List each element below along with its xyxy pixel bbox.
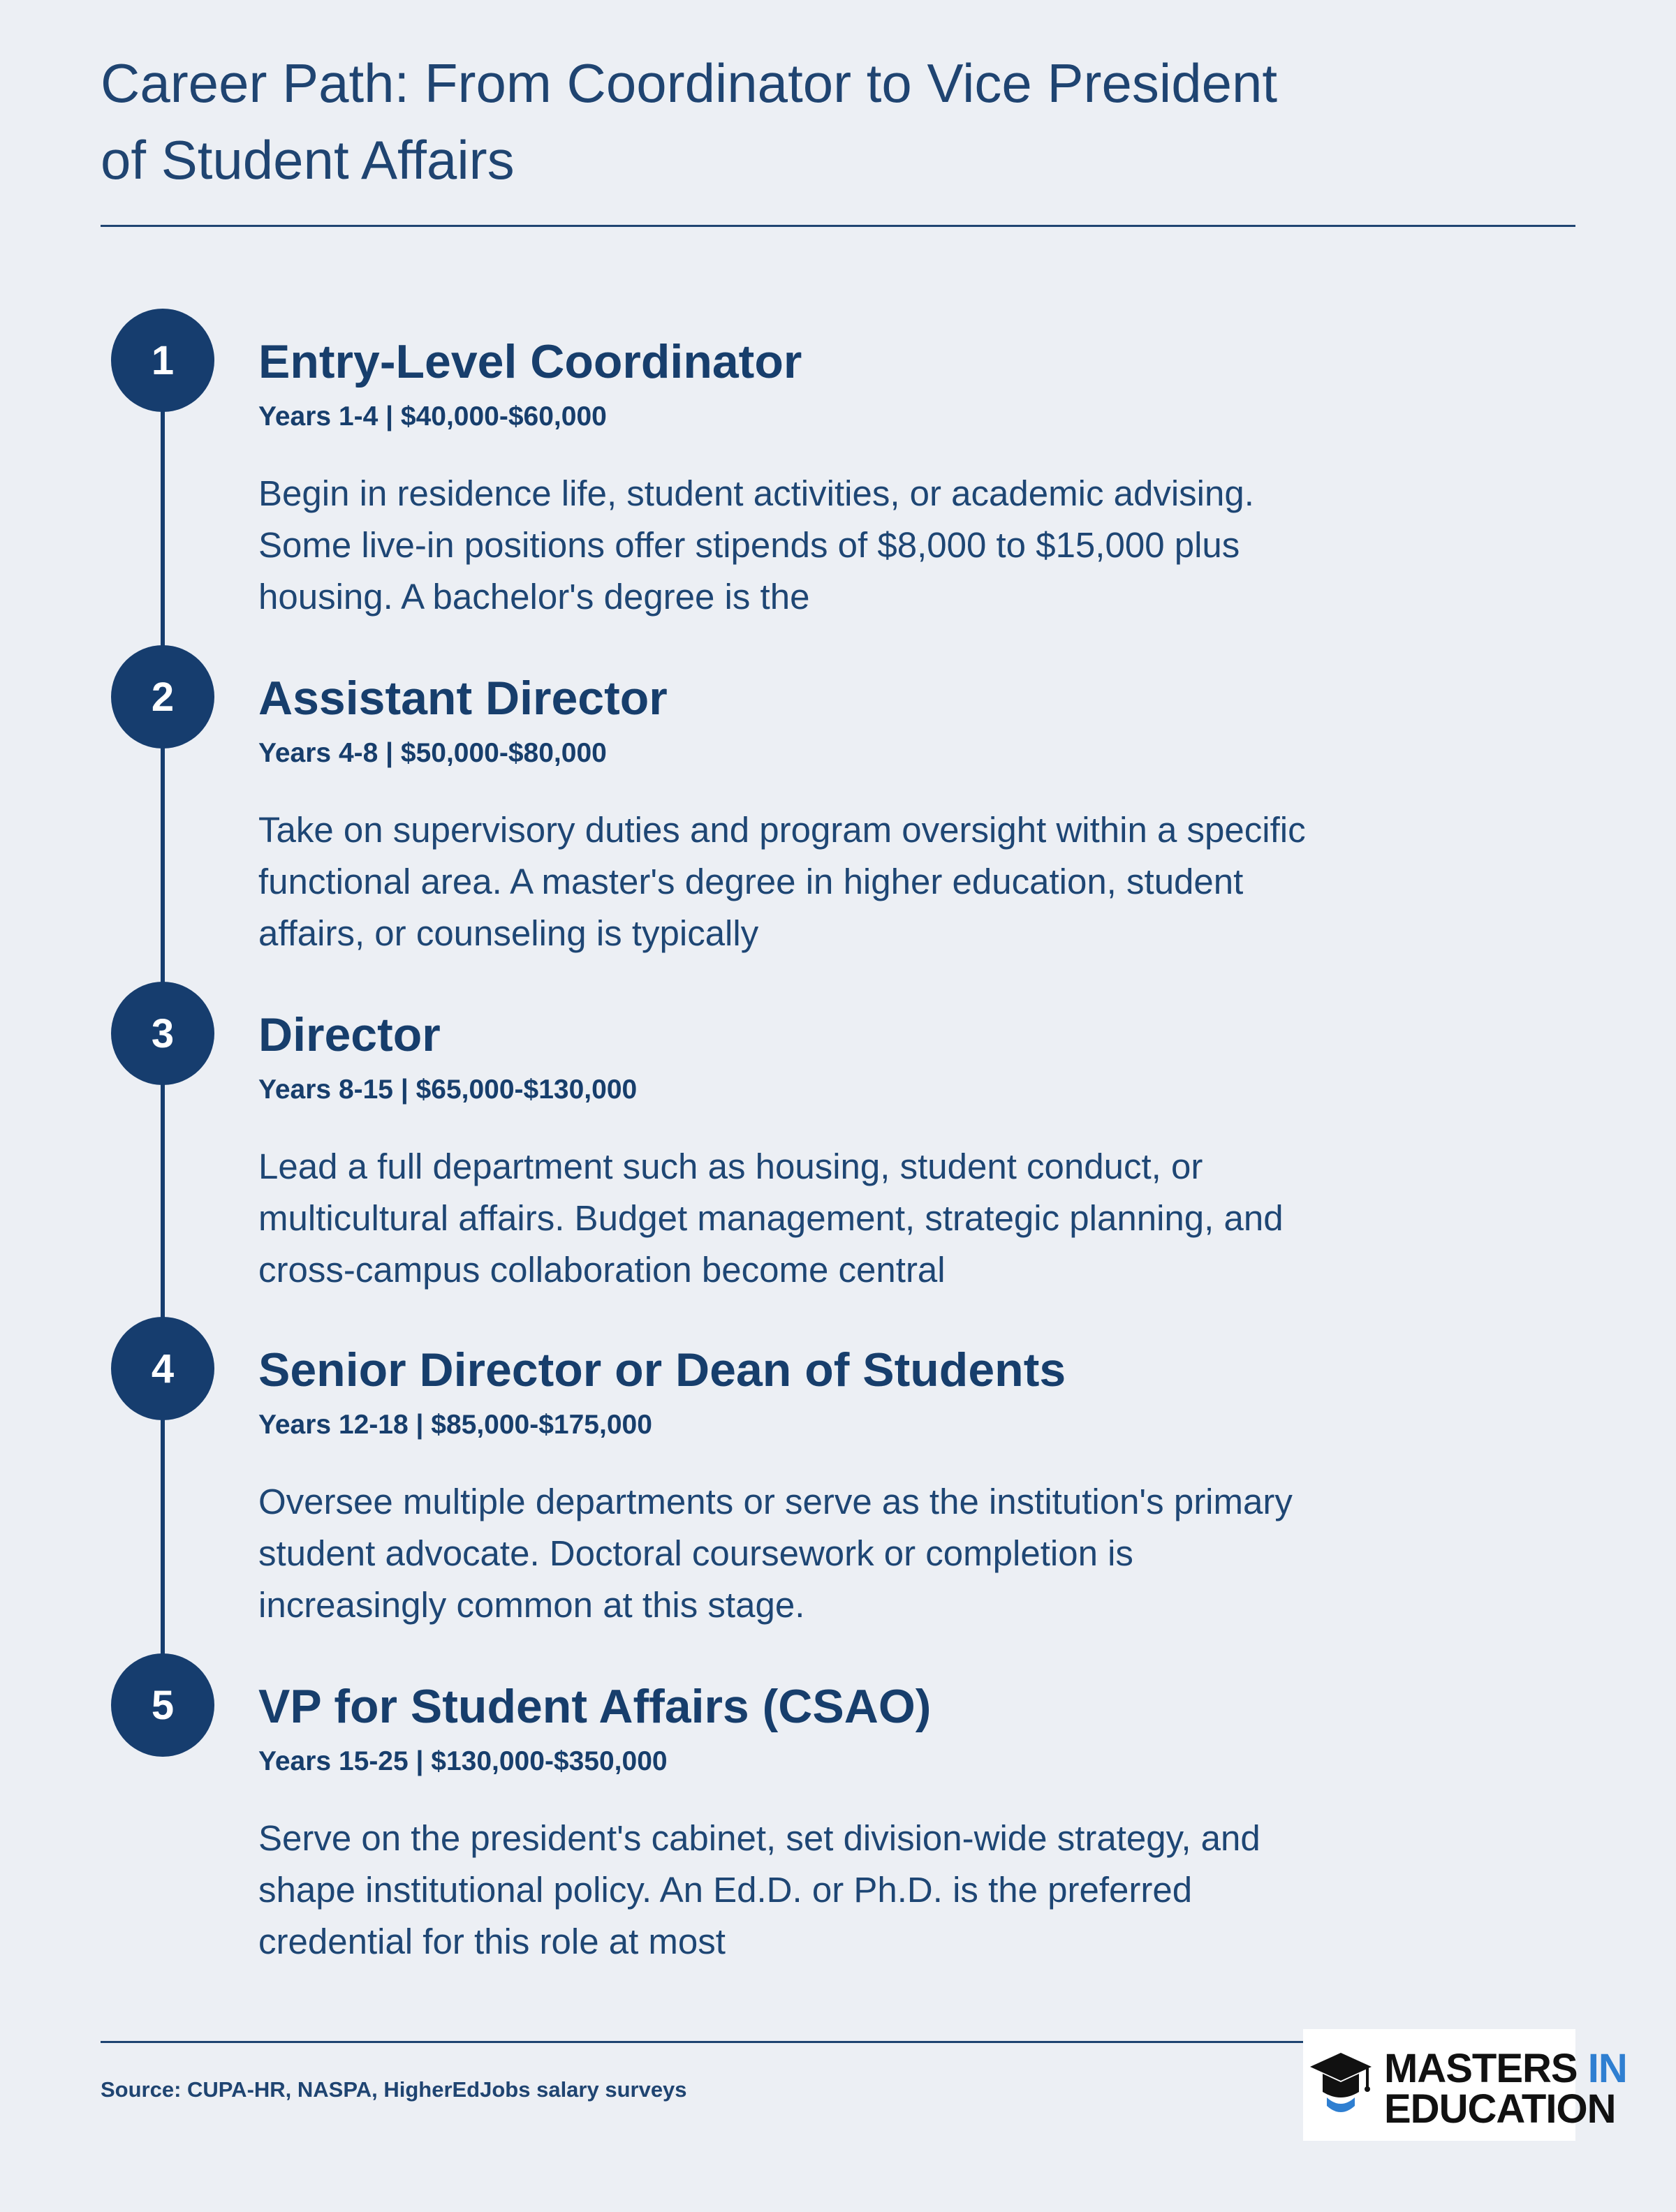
- graduation-cap-icon: [1306, 2036, 1376, 2134]
- header-divider: [101, 225, 1575, 227]
- page-title: Career Path: From Coordinator to Vice President of Student Affairs: [101, 52, 1277, 191]
- step-4-number-badge: 4: [111, 1317, 214, 1420]
- step-2-years-salary: Years 4-8 | $50,000-$80,000: [258, 738, 607, 768]
- step-3-title: Director: [258, 1008, 441, 1061]
- step-5: [258, 1679, 1306, 1968]
- step-1: [258, 334, 1306, 623]
- logo-text-line1: MASTERS IN: [1384, 2046, 1627, 2091]
- masters-in-education-logo: [1303, 2029, 1627, 2141]
- step-3-years-salary: Years 8-15 | $65,000-$130,000: [258, 1075, 638, 1105]
- step-1-number-badge: 1: [111, 309, 214, 412]
- step-4-title: Senior Director or Dean of Students: [258, 1343, 1066, 1396]
- step-5-years-salary: Years 15-25 | $130,000-$350,000: [258, 1746, 668, 1776]
- step-5-description: Serve on the president's cabinet, set division-wide strategy, and shape institutional policy. An Ed.D. or Ph.D. is the preferred credential for this role at most: [258, 1818, 1260, 1961]
- step-2-number-badge: 2: [111, 645, 214, 749]
- step-1-description: Begin in residence life, student activities, or academic advising. Some live-in positions offer stipends of $8,000 to $15,000 plus housing. A bachelor's degree is the: [258, 473, 1254, 617]
- step-4: [258, 1342, 1306, 1631]
- step-1-title: Entry-Level Coordinator: [258, 335, 802, 388]
- step-5-number-badge: 5: [111, 1653, 214, 1757]
- step-3: [258, 1007, 1306, 1296]
- step-2: [258, 670, 1306, 959]
- step-3-description: Lead a full department such as housing, student conduct, or multicultural affairs. Budget management, strategic planning, and cross-campus collaboration become central: [258, 1146, 1284, 1290]
- step-4-years-salary: Years 12-18 | $85,000-$175,000: [258, 1410, 652, 1440]
- source-note: Source: CUPA-HR, NASPA, HigherEdJobs salary surveys: [101, 2077, 687, 2102]
- step-3-number-badge: 3: [111, 982, 214, 1085]
- step-5-title: VP for Student Affairs (CSAO): [258, 1680, 932, 1733]
- logo-text-line2: EDUCATION: [1384, 2086, 1616, 2132]
- step-4-description: Oversee multiple departments or serve as the institution's primary student advocate. Doctoral coursework or completion is increasingly common at this stage.: [258, 1482, 1293, 1625]
- step-1-years-salary: Years 1-4 | $40,000-$60,000: [258, 401, 607, 432]
- step-2-description: Take on supervisory duties and program oversight within a specific functional area. A master's degree in higher education, student affairs, or counseling is typically: [258, 810, 1306, 953]
- step-2-title: Assistant Director: [258, 672, 668, 725]
